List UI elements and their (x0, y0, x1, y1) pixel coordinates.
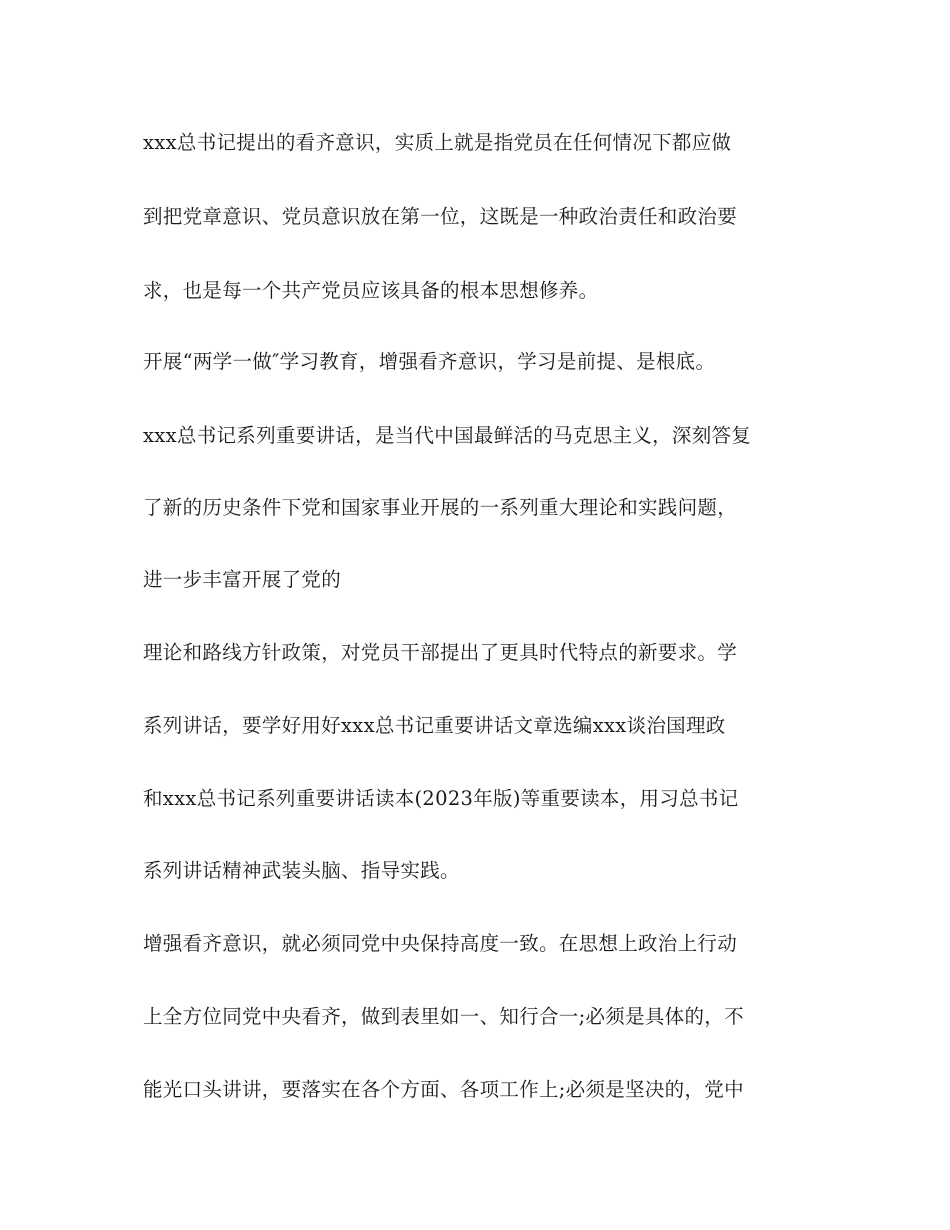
text-line: 到把党章意识、党员意识放在第一位，这既是一种政治责任和政治要 (143, 205, 738, 228)
text-line: 了新的历史条件下党和国家事业开展的一系列重大理论和实践问题， (143, 496, 738, 519)
text-line: 系列讲话精神武装头脑、指导实践。 (143, 859, 460, 882)
text-line: 系列讲话，要学好用好xxx总书记重要讲话文章选编xxx谈治国理政 (143, 714, 726, 737)
text-line: 上全方位同党中央看齐，做到表里如一、知行合一;必须是具体的，不 (143, 1005, 744, 1028)
text-line: xxx总书记系列重要讲话，是当代中国最鲜活的马克思主义，深刻答复 (143, 424, 752, 447)
text-line: 进一步丰富开展了党的 (143, 568, 342, 591)
text-line: 增强看齐意识，就必须同党中央保持高度一致。在思想上政治上行动 (143, 932, 738, 955)
text-line: 和xxx总书记系列重要讲话读本(2023年版)等重要读本，用习总书记 (143, 787, 739, 810)
text-line: 能光口头讲讲，要落实在各个方面、各项工作上;必须是坚决的，党中 (143, 1078, 744, 1101)
text-line: 开展“两学一做″学习教育，增强看齐意识，学习是前提、是根底。 (143, 350, 716, 373)
text-line: xxx总书记提出的看齐意识，实质上就是指党员在任何情况下都应做 (143, 131, 732, 154)
text-line: 理论和路线方针政策，对党员干部提出了更具时代特点的新要求。学 (143, 641, 738, 664)
text-line: 求，也是每一个共产党员应该具备的根本思想修养。 (143, 279, 599, 302)
